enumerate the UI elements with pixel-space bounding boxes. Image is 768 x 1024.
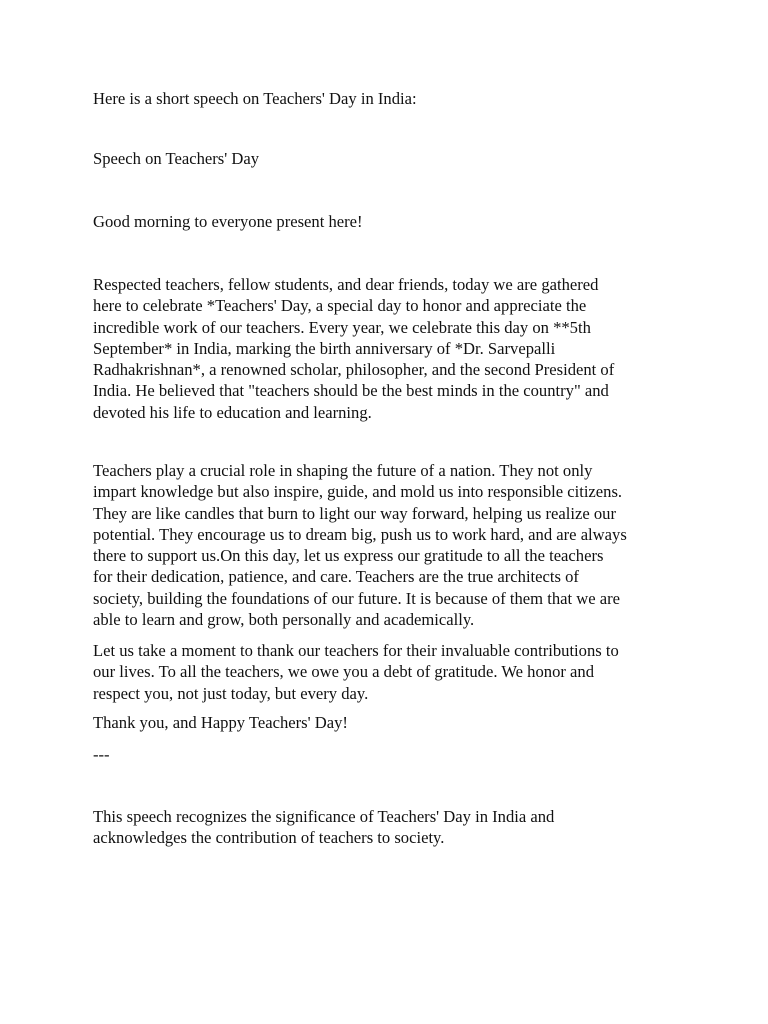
paragraph-2-line: there to support us.On this day, let us express our gratitude to all the teachers bbox=[93, 546, 604, 566]
intro-line: Here is a short speech on Teachers' Day in India: bbox=[93, 89, 417, 108]
paragraph-1-line: Radhakrishnan*, a renowned scholar, philosopher, and the second President of bbox=[93, 360, 615, 380]
paragraph-2 bbox=[93, 460, 693, 630]
paragraph-3-line: Let us take a moment to thank our teachers for their invaluable contributions to bbox=[93, 641, 619, 660]
paragraph-1-line: incredible work of our teachers. Every year, we celebrate this day on **5th bbox=[93, 317, 591, 337]
separator-line: --- bbox=[93, 745, 110, 764]
paragraph-1-line: devoted his life to education and learning. bbox=[93, 402, 372, 422]
paragraph-3 bbox=[93, 640, 693, 704]
paragraph-1-line: Respected teachers, fellow students, and dear friends, today we are gathered bbox=[93, 275, 599, 294]
paragraph-1-line: here to celebrate *Teachers' Day, a special day to honor and appreciate the bbox=[93, 296, 587, 316]
summary-text bbox=[93, 806, 693, 849]
paragraph-2-line: for their dedication, patience, and care. Teachers are the true architects of bbox=[93, 567, 579, 587]
paragraph-1-line: September* in India, marking the birth anniversary of *Dr. Sarvepalli bbox=[93, 338, 556, 358]
paragraph-2-line: impart knowledge but also inspire, guide, and mold us into responsible citizens. bbox=[93, 482, 623, 502]
paragraph-2-line: able to learn and grow, both personally and academically. bbox=[93, 610, 475, 630]
summary-line: acknowledges the contribution of teachers to society. bbox=[93, 828, 445, 848]
closing-line: Thank you, and Happy Teachers' Day! bbox=[93, 713, 348, 732]
speech-title-line: Speech on Teachers' Day bbox=[93, 149, 260, 168]
paragraph-3-line: our lives. To all the teachers, we owe you a debt of gratitude. We honor and bbox=[93, 662, 595, 682]
paragraph-1-line: India. He believed that "teachers should be the best minds in the country" and bbox=[93, 381, 609, 401]
paragraph-2-line: They are like candles that burn to light our way forward, helping us realize our bbox=[93, 503, 616, 523]
greeting-line: Good morning to everyone present here! bbox=[93, 212, 363, 231]
paragraph-2-line: Teachers play a crucial role in shaping the future of a nation. They not only bbox=[93, 461, 593, 480]
intro-text bbox=[93, 88, 693, 109]
separator bbox=[93, 744, 693, 765]
paragraph-1 bbox=[93, 274, 693, 423]
paragraph-3-line: respect you, not just today, but every day. bbox=[93, 683, 369, 703]
greeting-text bbox=[93, 211, 693, 232]
speech-title bbox=[93, 148, 693, 169]
paragraph-2-line: potential. They encourage us to dream big, push us to work hard, and are always bbox=[93, 524, 627, 544]
paragraph-2-line: society, building the foundations of our future. It is because of them that we are bbox=[93, 588, 621, 608]
summary-line: This speech recognizes the significance of Teachers' Day in India and bbox=[93, 807, 555, 826]
closing-text bbox=[93, 712, 693, 733]
